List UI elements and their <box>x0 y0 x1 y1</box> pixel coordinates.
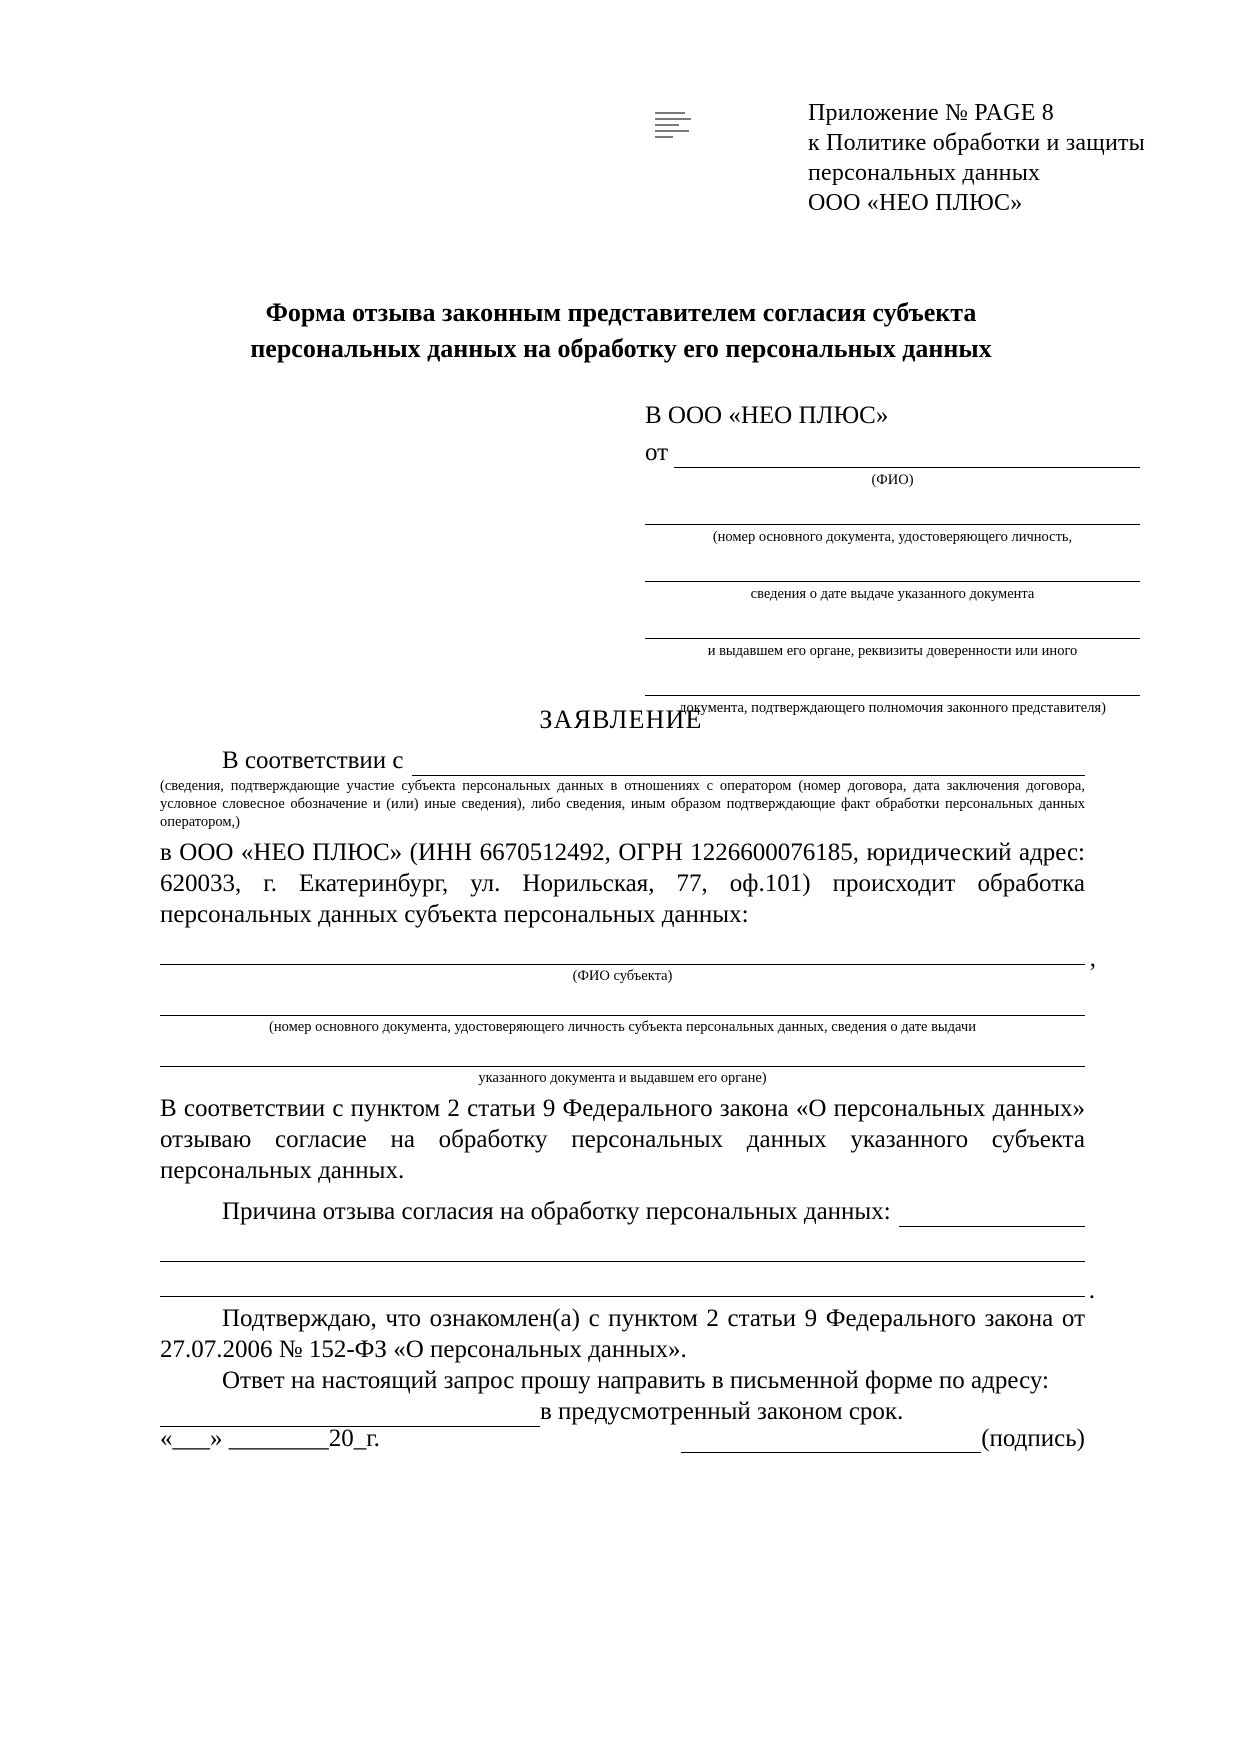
doc-issuer-field-row <box>645 616 1140 639</box>
answer-paragraph: Ответ на настоящий запрос прошу направить в письменной форме по адресу: <box>222 1367 1049 1394</box>
signature-row <box>160 1425 1085 1453</box>
caption-doc-power: документа, подтверждающего полномочия законного представителя) <box>679 700 1106 716</box>
caption-doc-number: (номер основного документа, удостоверяющего личность, <box>712 529 1073 545</box>
subject-fio-input[interactable] <box>160 940 1085 965</box>
caption-fio: (ФИО) <box>871 472 914 488</box>
signature-label: (подпись) <box>981 1425 1085 1452</box>
page-title-line-1: Форма отзыва законным представителем согласия субъекта <box>265 298 977 327</box>
header-line-4: ООО «НЕО ПЛЮС» <box>808 190 1023 216</box>
subject-doc-input-1[interactable] <box>160 991 1085 1016</box>
signature-field-group <box>681 1425 1085 1453</box>
reason-input-3[interactable] <box>160 1272 1085 1297</box>
withdraw-paragraph: В соответствии с пунктом 2 статьи 9 Федерального закона «О персональных данных» отзываю согласие на обработку персональных данных указанного субъекта персональных данных. <box>160 1095 1085 1184</box>
doc-power-input[interactable] <box>645 673 1140 696</box>
reason-input-1[interactable] <box>899 1204 1085 1227</box>
intro-label: В соответствии с <box>222 747 404 774</box>
intro-input[interactable] <box>412 753 1085 776</box>
reason-input-2[interactable] <box>160 1237 1085 1262</box>
reason-field-row <box>160 1196 1085 1227</box>
signature-date-field[interactable]: «___» ________20_г. <box>160 1425 380 1452</box>
from-field-row <box>645 438 1140 468</box>
caption-subject-doc-1: (номер основного документа, удостоверяющего личность субъекта персональных данных, сведения о дате выдачи <box>269 1019 976 1035</box>
operator-paragraph: в ООО «НЕО ПЛЮС» (ИНН 6670512492, ОГРН 1226600076185, юридический адрес: 620033, г. Екатеринбург, ул. Норильская, 77, оф.101) происходит обработка персональных данных субъекта персональных данных: <box>160 839 1085 928</box>
subject-doc-input-2[interactable] <box>160 1042 1085 1067</box>
caption-doc-issuer: и выдавшем его органе, реквизиты доверенности или иного <box>707 643 1078 659</box>
intro-field-row <box>160 745 1085 776</box>
doc-power-field-row <box>645 673 1140 696</box>
answer-address-input[interactable] <box>160 1404 540 1427</box>
doc-date-field-row <box>645 559 1140 582</box>
text-lines-mark-icon <box>655 112 693 138</box>
answer-address-row <box>160 1396 1085 1427</box>
document-body <box>160 745 1085 1427</box>
intro-note: (сведения, подтверждающие участие субъекта персональных данных в отношениях с оператором (номер договора, дата заключения договора, условное словесное обозначение и (или) иные сведения), либо сведения, иным образом подтверждающие факт обработки персональных данных оператором,) <box>160 778 1085 830</box>
from-label: от <box>645 439 669 466</box>
header-line-2: к Политике обработки и защиты <box>808 130 1146 156</box>
addressee-organization: В ООО «НЕО ПЛЮС» <box>645 402 889 429</box>
reason-label: Причина отзыва согласия на обработку персональных данных: <box>222 1198 891 1225</box>
doc-date-input[interactable] <box>645 559 1140 582</box>
header-line-3: персональных данных <box>808 160 1041 186</box>
page-title-line-2: персональных данных на обработку его персональных данных <box>250 334 992 363</box>
page-title <box>160 295 1082 367</box>
caption-subject-fio: (ФИО субъекта) <box>572 968 673 984</box>
caption-doc-date: сведения о дате выдаче указанного документа <box>750 586 1035 602</box>
confirm-paragraph: Подтверждаю, что ознакомлен(а) с пунктом 2 статьи 9 Федерального закона от 27.07.2006 № 152-ФЗ «О персональных данных». <box>160 1305 1085 1363</box>
doc-number-input[interactable] <box>645 502 1140 525</box>
addressee-block <box>645 400 1140 730</box>
header-line-1: Приложение № PAGE 8 <box>808 100 1054 126</box>
signature-input[interactable] <box>681 1430 981 1453</box>
answer-tail: в предусмотренный законом срок. <box>540 1398 904 1425</box>
from-fio-input[interactable] <box>674 445 1140 468</box>
doc-issuer-input[interactable] <box>645 616 1140 639</box>
caption-subject-doc-2: указанного документа и выдавшем его органе) <box>478 1070 767 1086</box>
document-header <box>808 98 1228 218</box>
doc-number-field-row <box>645 502 1140 525</box>
statement-heading: ЗАЯВЛЕНИЕ <box>539 705 703 734</box>
